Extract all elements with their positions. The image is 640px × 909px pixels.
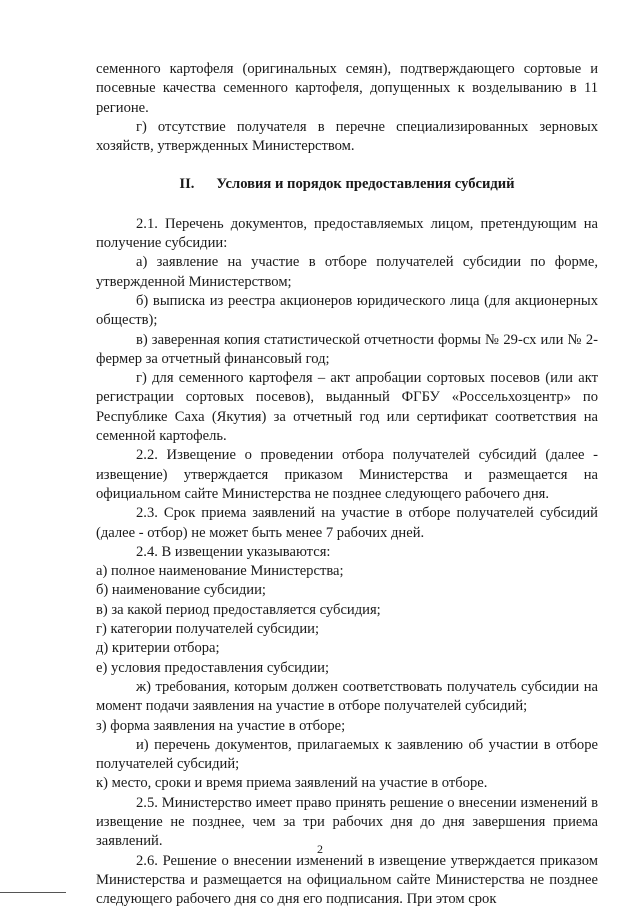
document-body bbox=[96, 60, 598, 909]
list-item-2-4-i: и) перечень документов, прилагаемых к заявлению об участии в отборе получателей субсидий; bbox=[96, 736, 598, 773]
paragraph-2-2: 2.2. Извещение о проведении отбора получателей субсидий (далее - извещение) утверждается приказом Министерства и размещается на официальном сайте Министерства не позднее следующего рабочего дня. bbox=[96, 447, 598, 502]
paragraph-2-1: 2.1. Перечень документов, предоставляемых лицом, претендующим на получение субсидии: bbox=[96, 215, 598, 252]
section-title: Условия и порядок предоставления субсидий bbox=[216, 176, 515, 193]
paragraph-2-1-b: б) выписка из реестра акционеров юридического лица (для акционерных обществ); bbox=[96, 292, 598, 329]
list-item-2-4-v: в) за какой период предоставляется субсидия; bbox=[96, 601, 381, 618]
list-item-2-4-k: к) место, сроки и время приема заявлений на участие в отборе. bbox=[96, 775, 488, 792]
list-item-2-4-z: з) форма заявления на участие в отборе; bbox=[96, 717, 346, 734]
paragraph-2-1-a: а) заявление на участие в отборе получателей субсидии по форме, утвержденной Министерством; bbox=[96, 254, 598, 290]
footer-rule bbox=[0, 892, 66, 893]
list-item-2-4-a: а) полное наименование Министерства; bbox=[96, 563, 344, 580]
list-item-2-4-zh: ж) требования, которым должен соответствовать получатель субсидии на момент подачи заявления на участие в отборе получателей субсидий; bbox=[96, 678, 598, 715]
section-number: II. bbox=[179, 176, 195, 193]
spacer bbox=[96, 195, 598, 215]
page-number: 2 bbox=[317, 842, 323, 856]
paragraph-2-1-v: в) заверенная копия статистической отчетности формы № 29-сх или № 2-фермер за отчетный финансовый год; bbox=[96, 331, 598, 367]
paragraph-2-5: 2.5. Министерство имеет право принять решение о внесении изменений в извещение не позднее, чем за три рабочих дня до дня завершения приема заявлений. bbox=[96, 794, 598, 850]
paragraph-2-6: 2.6. Решение о внесении изменений в извещение утверждается приказом Министерства и размещается на официальном сайте Министерства не позднее следующего рабочего дня со дня его подписания. При этом срок bbox=[96, 852, 598, 908]
spacer bbox=[96, 156, 598, 175]
paragraph-seed-potato-continuation: семенного картофеля (оригинальных семян), подтверждающего сортовые и посевные качества семенного картофеля, допущенных к возделыванию в 11 регионе. bbox=[96, 61, 598, 116]
paragraph-2-1-g: г) для семенного картофеля – акт апробации сортовых посевов (или акт регистрации сортовых посевов), выданный ФГБУ «Россельхозцентр» по Республике Саха (Якутия) за отчетный год или сертификат соответствия на семенной картофель. bbox=[96, 370, 598, 445]
paragraph-2-3: 2.3. Срок приема заявлений на участие в отборе получателей субсидий (далее - отбор) не может быть менее 7 рабочих дней. bbox=[96, 505, 598, 541]
list-item-2-4-b: б) наименование субсидии; bbox=[96, 582, 266, 599]
list-item-2-4-g: г) категории получателей субсидии; bbox=[96, 621, 320, 638]
section-heading bbox=[96, 175, 598, 194]
paragraph-2-4: 2.4. В извещении указываются: bbox=[136, 543, 331, 560]
paragraph-item-g-grain-farms: г) отсутствие получателя в перечне специализированных зерновых хозяйств, утвержденных Министерством. bbox=[96, 118, 598, 155]
list-item-2-4-d: д) критерии отбора; bbox=[96, 640, 220, 657]
list-item-2-4-e: е) условия предоставления субсидии; bbox=[96, 659, 330, 676]
